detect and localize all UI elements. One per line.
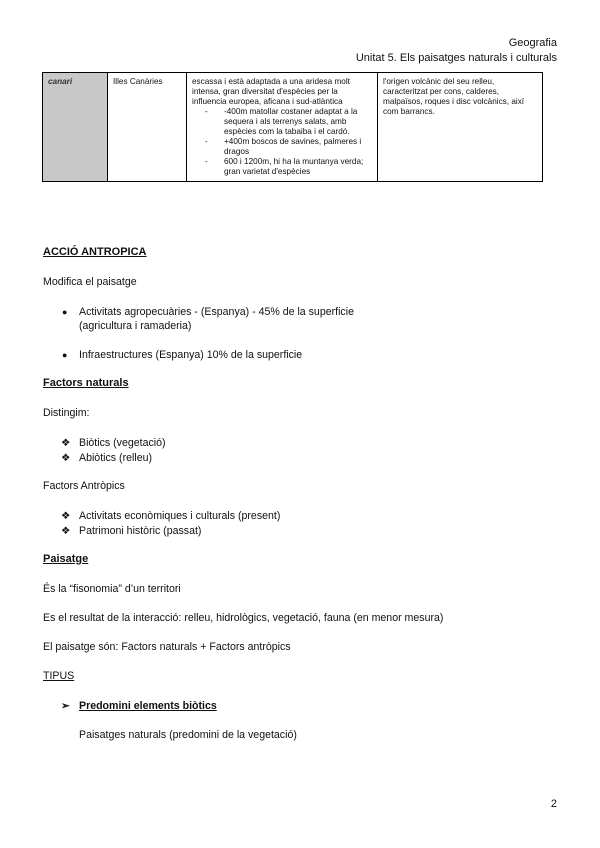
- dash-marker: -: [205, 107, 208, 116]
- list-item: ❖ Patrimoni històric (passat): [61, 525, 202, 537]
- bullet-dot-icon: ●: [62, 307, 68, 317]
- vegetation-item: - 600 i 1200m, hi ha la muntanya verda; gran varietat d'espècies: [205, 157, 364, 176]
- list-item: ❖ Abiòtics (relleu): [61, 452, 153, 464]
- cell-region: Illes Canàries: [108, 73, 187, 182]
- tipus-description: Paisatges naturals (predomini de la vegetació): [79, 729, 297, 741]
- header-subject: Geografia: [508, 37, 557, 49]
- paisatge-definition: És la “fisonomia” d’un territori: [43, 583, 181, 595]
- diamond-bullet-icon: ❖: [61, 452, 71, 464]
- dash-marker: -: [205, 137, 208, 146]
- header-unit: Unitat 5. Els paisatges naturals i culturals: [355, 52, 557, 64]
- vegetation-item: - +400m boscos de savines, palmeres i dragos: [205, 137, 362, 156]
- landscape-table: [42, 72, 543, 182]
- list-item: ➢ Predomini elements biòtics: [61, 700, 217, 712]
- paisatge-formula: El paisatge són: Factors naturals + Factors antròpics: [43, 641, 291, 653]
- section-title-factors: Factors naturals: [43, 377, 129, 389]
- table-row: [43, 73, 543, 182]
- diamond-bullet-icon: ❖: [61, 437, 71, 449]
- cell-vegetation: [187, 73, 378, 182]
- list-item: ❖ Activitats econòmiques i culturals (present): [61, 510, 281, 522]
- vegetation-item: - -400m matollar costaner adaptat a la sequera i als terrenys salats, amb espècies com la tabaiba i el cardó.: [205, 107, 358, 136]
- list-item: ❖ Biòtics (vegetació): [61, 437, 166, 449]
- section-title-accio: ACCIÓ ANTROPICA: [43, 246, 147, 258]
- cell-type: canari: [43, 73, 108, 182]
- bullet-dot-icon: ●: [62, 350, 68, 360]
- accio-intro: Modifica el paisatge: [43, 276, 137, 288]
- diamond-bullet-icon: ❖: [61, 510, 71, 522]
- page-header: [356, 36, 557, 66]
- tipus-label: TIPUS: [43, 670, 75, 682]
- list-item: ● Infraestructures (Espanya) 10% de la superficie: [62, 349, 303, 361]
- list-item: ● Activitats agropecuàries - (Espanya) - 45% de la superficie (agricultura i ramaderia): [62, 306, 354, 332]
- paisatge-result: Es el resultat de la interacció: relleu, hidrològics, vegetació, fauna (en menor mesura): [43, 612, 444, 624]
- arrow-bullet-icon: ➢: [61, 700, 70, 712]
- diamond-bullet-icon: ❖: [61, 525, 71, 537]
- vegetation-intro: escassa i està adaptada a una aridesa molt intensa, gran diversitat d'espècies per la influencia europea, aficana i sud-atlàntica: [192, 77, 350, 106]
- page-number: 2: [550, 798, 557, 810]
- antropics-label: Factors Antròpics: [43, 480, 125, 492]
- cell-relief: l'origen volcànic del seu relleu, caracteritzat per cons, calderes, malpaïsos, roques i disc volcànics, així com barrancs.: [378, 73, 543, 182]
- section-title-paisatge: Paisatge: [43, 553, 89, 565]
- distingim-label: Distingim:: [43, 407, 90, 419]
- dash-marker: -: [205, 157, 208, 166]
